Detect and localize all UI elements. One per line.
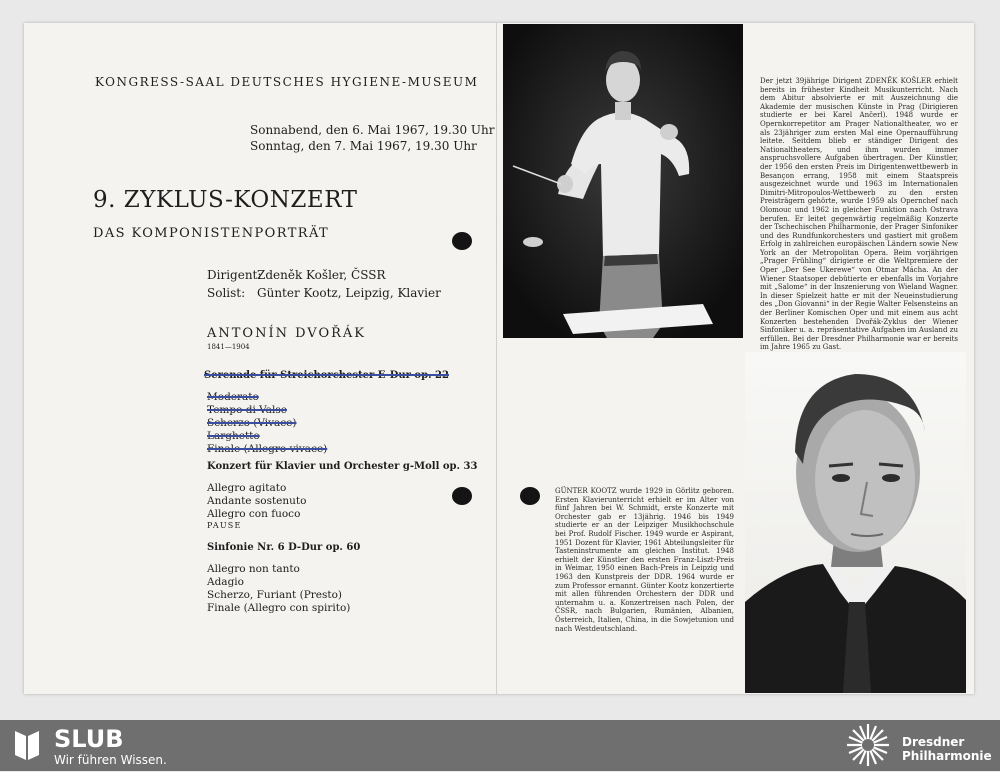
soloist-biography: GÜNTER KOOTZ wurde 1929 in Görlitz geboren. Ersten Klavierunterricht erhielt er im Alter von fünf Jahren bei W. Schmidt, erste Konzerte mit Orchester gab er 13jährig. 1946 bis 1949 studierte er an der Leipziger Musikhochschule bei Prof. Rudolf Fischer. 1949 wurde er Aspirant, 1951 Dozent für Klavier, 1961 Abteilungsleiter für Tasteninstrumente am gleichen Institut. 1948 erhielt der Künstler den ersten Franz-Liszt-Preis in Weimar, 1950 einen Bach-Preis in Leipzig und 1963 den Kunstpreis der DDR. 1964 wurde er zum Professor ernannt. Günter Kootz konzertierte mit allen führenden Orchestern der DDR und unternahm u. a. Konzertreisen nach Polen, der ČSSR, nach Bulgarien, Rumänien, Albanien, Österreich, Italien, China, in die Sowjetunion und nach Westdeutschland.: [555, 487, 734, 633]
concert-date-2: Sonntag, den 7. Mai 1967, 19.30 Uhr: [250, 139, 477, 153]
library-tagline: Wir führen Wissen.: [54, 753, 167, 767]
movement: Andante sostenuto: [207, 495, 307, 507]
punch-hole: [520, 487, 540, 505]
movement: Moderato: [207, 391, 259, 403]
movement: Allegro agitato: [207, 482, 287, 494]
concert-subtitle: DAS KOMPONISTENPORTRÄT: [93, 226, 330, 241]
movement: Allegro non tanto: [207, 563, 300, 575]
soloist-line: [207, 286, 441, 300]
conductor-photo: [503, 24, 743, 338]
movement: Finale (Allegro vivace): [207, 443, 328, 455]
soloist-name: Günter Kootz, Leipzig, Klavier: [257, 286, 441, 300]
movement: Allegro con fuoco: [207, 508, 301, 520]
composer-name: ANTONÍN DVOŘÁK: [207, 326, 367, 341]
conductor-name: Zdeněk Košler, ČSSR: [257, 268, 386, 282]
orchestra-name: [902, 735, 992, 763]
conductor-line: [207, 268, 386, 282]
soloist-photo: [745, 352, 966, 693]
library-name: SLUB: [54, 725, 124, 753]
page-fold: [496, 23, 497, 694]
starburst-icon: [842, 722, 894, 772]
conductor-biography: Der jetzt 39jährige Dirigent ZDENĚK KOŠLER erhielt bereits in frühester Kindheit Musikunterricht. Nach dem Abitur absolvierte er mit Auszeichnung die Akademie der musischen Künste in Prag (Dirigieren studierte er bei Karel Ančerl). 1948 wurde er Opernkorrepetitor am Prager Nationaltheater, wo er als 23jähriger zum ersten Mal eine Opernaufführung leitete. Seitdem blieb er ständiger Dirigent des Nationaltheaters, und ihm wurden immer anspruchsvollere Aufgaben übertragen. Der Künstler, der 1956 den ersten Preis im Dirigentenwettbewerb in Besançon errang, 1958 mit einem Staatspreis ausgezeichnet wurde und 1963 im Internationalen Dimitri-Mitropoulos-Wettbewerb zu den ersten Preisträgern gehörte, wurde 1959 als Opernchef nach Olomouc und 1962 in gleicher Funktion nach Ostrava berufen. Er leitet gegenwärtig regelmäßig Konzerte der Tschechischen Philharmonie, der Prager Sinfoniker und des Rundfunkorchesters und gastiert mit großem Erfolg in zahlreichen europäischen Ländern sowie New York an der Metropolitan Opera. Beim vorjährigen „Prager Frühling“ dirigierte er die Weltpremiere der Oper „Der See Ukerewe“ von Otmar Mácha. An der Wiener Staatsoper debütierte er ebenfalls im Vorjahre mit „Salome“ in der Inszenierung von Wieland Wagner. In dieser Spielzeit hatte er mit der Neueinstudierung des „Don Giovanni“ in der Regie Walter Felsensteins an der Berliner Komischen Oper und mit einem aus acht Konzerten bestehenden Dvořák-Zyklus der Wiener Sinfoniker u. a. repräsentative Aufgaben im Ausland zu erfüllen. Bei der Dresdner Philharmonie war er bereits im Jahre 1965 zu Gast.: [760, 77, 958, 352]
punch-hole: [452, 487, 472, 505]
orchestra-name-line-2: Philharmonie: [902, 749, 992, 763]
movement: Scherzo, Furiant (Presto): [207, 589, 343, 601]
concert-title: 9. ZYKLUS-KONZERT: [93, 187, 358, 213]
movement: Tempo di Valse: [207, 404, 287, 416]
composer-years: 1841—1904: [207, 343, 250, 351]
work-title-serenade: Serenade für Streichorchester E-Dur op. 22: [204, 370, 449, 381]
book-icon: [12, 728, 42, 766]
venue: KONGRESS-SAAL DEUTSCHES HYGIENE-MUSEUM: [95, 75, 479, 89]
concert-date-1: Sonnabend, den 6. Mai 1967, 19.30 Uhr: [250, 123, 495, 137]
pause-label: PAUSE: [207, 521, 242, 530]
movement: Larghetto: [207, 430, 260, 442]
movement: Scherzo (Vivace): [207, 417, 297, 429]
movement: Finale (Allegro con spirito): [207, 602, 351, 614]
punch-hole: [452, 232, 472, 250]
work-title-symphony: Sinfonie Nr. 6 D-Dur op. 60: [207, 542, 361, 553]
work-title-piano-concerto: Konzert für Klavier und Orchester g-Moll op. 33: [207, 461, 478, 472]
conductor-role: Dirigent:: [207, 268, 262, 282]
movement: Adagio: [207, 576, 244, 588]
soloist-role: Solist:: [207, 286, 246, 300]
orchestra-name-line-1: Dresdner: [902, 735, 965, 749]
